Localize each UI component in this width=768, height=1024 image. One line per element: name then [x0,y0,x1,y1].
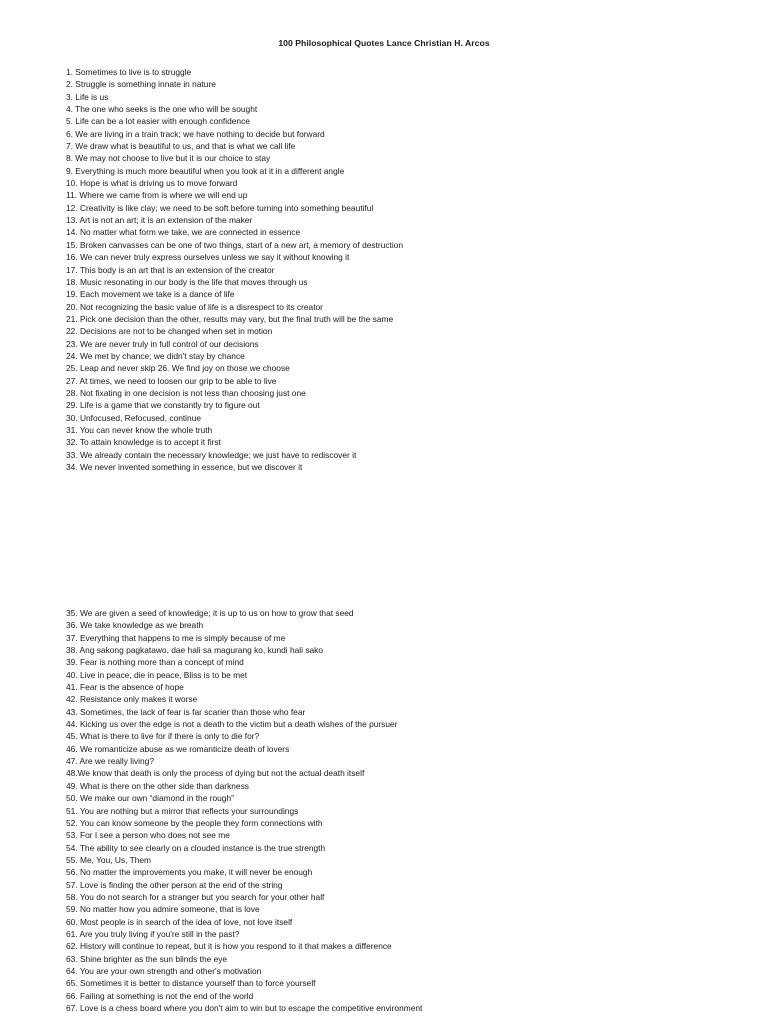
quote-item: 53. For I see a person who does not see me [66,830,230,841]
quote-item: 5. Life can be a lot easier with enough confidence [66,116,250,127]
quote-item: 59. No matter how you admire someone, that is love [66,904,260,915]
quote-item: 48.We know that death is only the process of dying but not the actual death itself [66,768,365,779]
quote-item: 49. What is there on the other side than darkness [66,780,249,791]
quote-list-part-2 [66,607,422,1014]
quote-item: 46. We romanticize abuse as we romanticize death of lovers [66,743,290,754]
quote-item: 11. Where we came from is where we will end up [66,190,248,201]
quote-item: 65. Sometimes it is better to distance yourself than to force yourself [66,978,316,989]
quote-item: 20. Not recognizing the basic value of life is a disrespect to its creator [66,301,323,312]
quote-item: 15. Broken canvasses can be one of two things, start of a new art, a memory of destruction [66,239,404,250]
page-title: 100 Philosophical Quotes Lance Christian H. Arcos [278,38,490,48]
quote-item: 41. Fear is the absence of hope [66,682,184,693]
quote-list-part-1 [66,66,403,473]
quote-item: 19. Each movement we take is a dance of life [66,289,235,300]
quote-item: 51. You are nothing but a mirror that reflects your surroundings [66,805,299,816]
quote-item: 22. Decisions are not to be changed when set in motion [66,326,273,337]
quote-item: 21. Pick one decision than the other, results may vary, but the final truth will be the same [66,313,394,324]
quote-item: 25. Leap and never skip 26. We find joy on those we choose [66,363,290,374]
quote-item: 58. You do not search for a stranger but you search for your other half [66,891,325,902]
quote-item: 10. Hope is what is driving us to move forward [66,178,238,189]
quote-item: 31. You can never know the whole truth [66,424,213,435]
quote-item: 54. The ability to see clearly on a clouded instance is the true strength [66,842,326,853]
quote-item: 6. We are living in a train track; we have nothing to decide but forward [66,128,325,139]
quote-item: 52. You can know someone by the people they form connections with [66,817,323,828]
quote-item: 29. Life is a game that we constantly try to figure out [66,400,260,411]
quote-item: 63. Shine brighter as the sun blinds the eye [66,953,228,964]
quote-item: 37. Everything that happens to me is simply because of me [66,632,286,643]
quote-item: 32. To attain knowledge is to accept it first [66,437,221,448]
quote-item: 2. Struggle is something innate in nature [66,79,216,90]
quote-item: 39. Fear is nothing more than a concept of mind [66,657,244,668]
quote-item: 7. We draw what is beautiful to us, and that is what we call life [66,141,296,152]
quote-item: 28. Not fixating in one decision is not less than choosing just one [66,387,306,398]
quote-item: 12. Creativity is like clay; we need to be soft before turning into something beautiful [66,202,374,213]
quote-item: 17. This body is an art that is an extension of the creator [66,264,275,275]
quote-item: 61. Are you truly living if you're still in the past? [66,928,240,939]
quote-item: 27. At times, we need to loosen our grip to be able to live [66,375,277,386]
quote-item: 3. Life is us [66,91,109,102]
quote-item: 1. Sometimes to live is to struggle [66,67,192,77]
quote-item: 42. Resistance only makes it worse [66,694,198,705]
quote-item: 62. History will continue to repeat, but it is how you respond to it that makes a difference [66,941,392,952]
quote-item: 18. Music resonating in our body is the life that moves through us [66,276,308,287]
quote-item: 4. The one who seeks is the one who will be sought [66,104,258,115]
quote-item: 35. We are given a seed of knowledge; it is up to us on how to grow that seed [66,608,354,618]
quote-item: 67. Love is a chess board where you don't aim to win but to escape the competitive environment [66,1003,423,1013]
quote-item: 56. No matter the improvements you make, it will never be enough [66,867,313,878]
quote-item: 9. Everything is much more beautiful when you look at it in a different angle [66,165,345,176]
quote-item: 55. Me, You, Us, Them [66,854,152,865]
quote-item: 33. We already contain the necessary knowledge; we just have to rediscover it [66,449,357,460]
quote-item: 14. No matter what form we take, we are connected in essence [66,227,301,238]
quote-item: 47. Are we really living? [66,756,154,767]
quote-item: 44. Kicking us over the edge is not a death to the victim but a death wishes of the pursuer [66,719,398,730]
quote-item: 64. You are your own strength and other's motivation [66,965,262,976]
quote-item: 8. We may not choose to live but it is our choice to stay [66,153,271,164]
quote-item: 45. What is there to live for if there is only to die for? [66,731,260,742]
quote-item: 13. Art is not an art; it is an extension of the maker [66,215,253,226]
quote-item: 60. Most people is in search of the idea of love, not love itself [66,916,293,927]
quote-item: 50. We make our own “diamond in the rough” [66,793,234,804]
quote-item: 23. We are never truly in full control of our decisions [66,338,259,349]
quote-item: 57. Love is finding the other person at the end of the string [66,879,283,890]
quote-item: 40. Live in peace, die in peace, Bliss is to be met [66,669,248,680]
quote-item: 16. We can never truly express ourselves unless we say it without knowing it [66,252,350,263]
quote-item: 36. We take knowledge as we breath [66,620,204,631]
quote-item: 38. Ang sakong pagkatawo, dae hali sa magurang ko, kundi hali sako [66,645,324,656]
quote-item: 34. We never invented something in essence, but we discover it [66,462,303,472]
quote-item: 30. Unfocused, Refocused, continue [66,412,202,423]
quote-item: 43. Sometimes, the lack of fear is far scarier than those who fear [66,706,306,717]
quote-item: 24. We met by chance; we didn't stay by chance [66,350,245,361]
quote-item: 66. Failing at something is not the end of the world [66,990,254,1001]
